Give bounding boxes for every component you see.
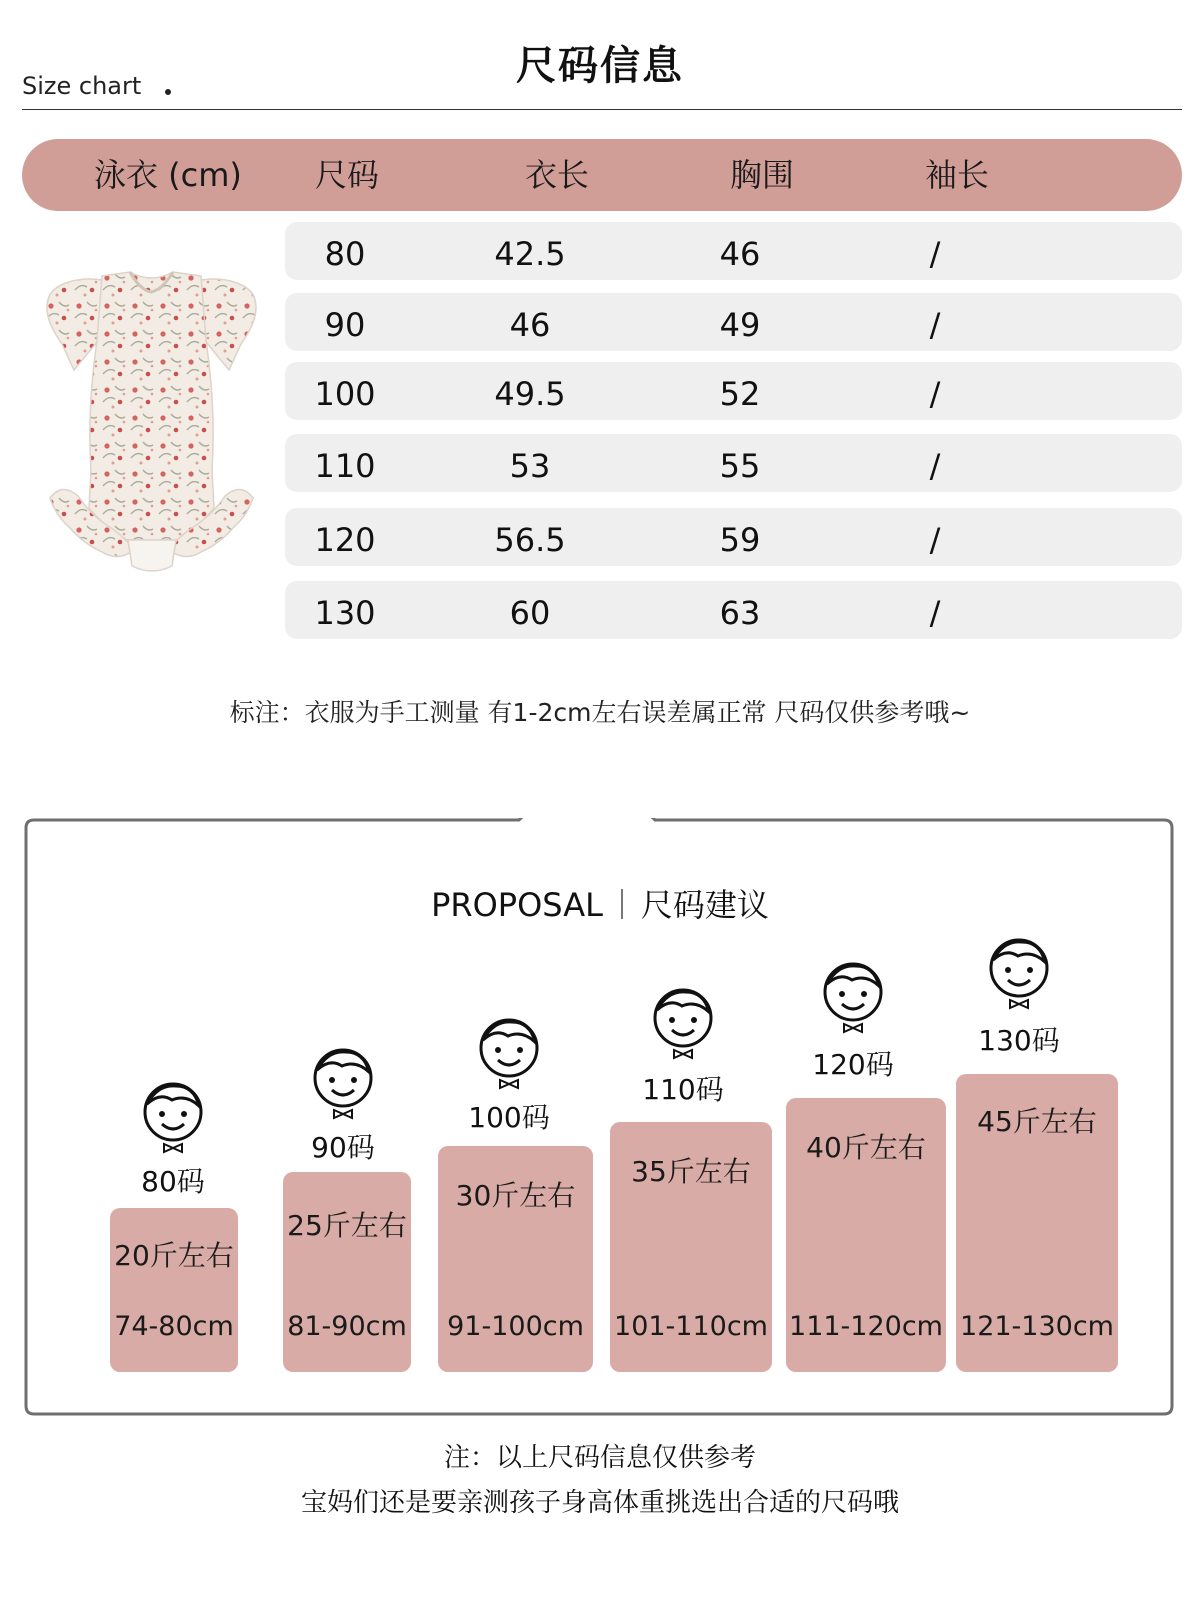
table-cell: 130 xyxy=(314,594,376,632)
table-row xyxy=(285,581,1182,639)
column-header-length: 衣长 xyxy=(524,156,589,194)
size-bar xyxy=(438,1146,593,1372)
size-label: 80码 xyxy=(141,1165,205,1198)
weight-label: 35斤左右 xyxy=(631,1155,751,1188)
weight-label: 40斤左右 xyxy=(806,1131,926,1164)
table-cell: / xyxy=(929,235,941,273)
swimsuit-image xyxy=(44,270,259,590)
table-cell: 52 xyxy=(719,375,761,413)
child-face-icon xyxy=(138,1078,208,1154)
table-cell: 49 xyxy=(719,306,761,344)
child-face-icon xyxy=(474,1014,544,1090)
table-cell: / xyxy=(929,306,941,344)
weight-label: 30斤左右 xyxy=(455,1179,576,1212)
column-header-chest: 胸围 xyxy=(729,156,794,194)
size-bar xyxy=(610,1122,772,1372)
height-range: 81-90cm xyxy=(287,1311,407,1342)
height-range: 111-120cm xyxy=(789,1311,943,1342)
page-subtitle: Size chart xyxy=(22,72,142,100)
table-cell: 55 xyxy=(719,447,761,485)
table-cell: / xyxy=(929,375,941,413)
table-row xyxy=(285,362,1182,420)
proposal-title-cn: 尺码建议 xyxy=(640,886,769,924)
page-title: 尺码信息 xyxy=(516,43,684,89)
column-header-sleeve: 袖长 xyxy=(924,156,989,194)
height-range: 101-110cm xyxy=(614,1311,768,1342)
table-cell: / xyxy=(929,521,941,559)
weight-label: 25斤左右 xyxy=(287,1209,407,1242)
height-range: 74-80cm xyxy=(114,1311,234,1342)
size-bar xyxy=(786,1098,946,1372)
title-divider xyxy=(22,109,1182,110)
proposal-heading xyxy=(0,880,1200,926)
footer-note-1: 注：以上尺码信息仅供参考 xyxy=(443,1443,756,1473)
child-face-icon xyxy=(984,934,1054,1010)
child-face-icon xyxy=(308,1044,378,1120)
table-cell: 60 xyxy=(509,594,551,632)
column-header-category: 泳衣 (cm) xyxy=(94,156,242,194)
size-bar xyxy=(956,1074,1118,1372)
size-label: 130码 xyxy=(978,1024,1060,1057)
weight-label: 45斤左右 xyxy=(977,1105,1097,1138)
subtitle-dot xyxy=(165,89,171,95)
table-row xyxy=(285,508,1182,566)
proposal-title-en: PROPOSAL xyxy=(431,886,603,924)
table-cell: 80 xyxy=(324,235,366,273)
title-separator xyxy=(621,889,623,919)
table-cell: 46 xyxy=(509,306,551,344)
table-cell: 90 xyxy=(324,306,366,344)
table-cell: 110 xyxy=(314,447,376,485)
footer-note-2: 宝妈们还是要亲测孩子身高体重挑选出合适的尺码哦 xyxy=(300,1488,899,1518)
child-face-icon xyxy=(818,958,888,1034)
table-header xyxy=(22,139,1182,211)
table-cell: 42.5 xyxy=(494,235,566,273)
table-cell: / xyxy=(929,447,941,485)
table-row xyxy=(285,222,1182,280)
size-label: 90码 xyxy=(311,1131,375,1164)
child-face-icon xyxy=(648,984,718,1060)
weight-label: 20斤左右 xyxy=(114,1239,234,1272)
column-header-size: 尺码 xyxy=(314,156,379,194)
size-label: 110码 xyxy=(642,1073,724,1106)
size-label: 100码 xyxy=(468,1101,550,1134)
table-cell: 56.5 xyxy=(494,521,566,559)
table-cell: 46 xyxy=(719,235,761,273)
table-cell: 63 xyxy=(719,594,761,632)
table-row xyxy=(285,434,1182,492)
size-bar xyxy=(110,1208,238,1372)
size-bar xyxy=(283,1172,411,1372)
table-cell: 120 xyxy=(314,521,376,559)
height-range: 91-100cm xyxy=(447,1311,584,1342)
table-cell: / xyxy=(929,594,941,632)
table-cell: 59 xyxy=(719,521,761,559)
table-row xyxy=(285,293,1182,351)
table-cell: 53 xyxy=(509,447,551,485)
height-range: 121-130cm xyxy=(960,1311,1114,1342)
table-cell: 100 xyxy=(314,375,376,413)
table-cell: 49.5 xyxy=(494,375,566,413)
measurement-note: 标注：衣服为手工测量 有1-2cm左右误差属正常 尺码仅供参考哦~ xyxy=(229,698,971,727)
size-label: 120码 xyxy=(812,1048,894,1081)
